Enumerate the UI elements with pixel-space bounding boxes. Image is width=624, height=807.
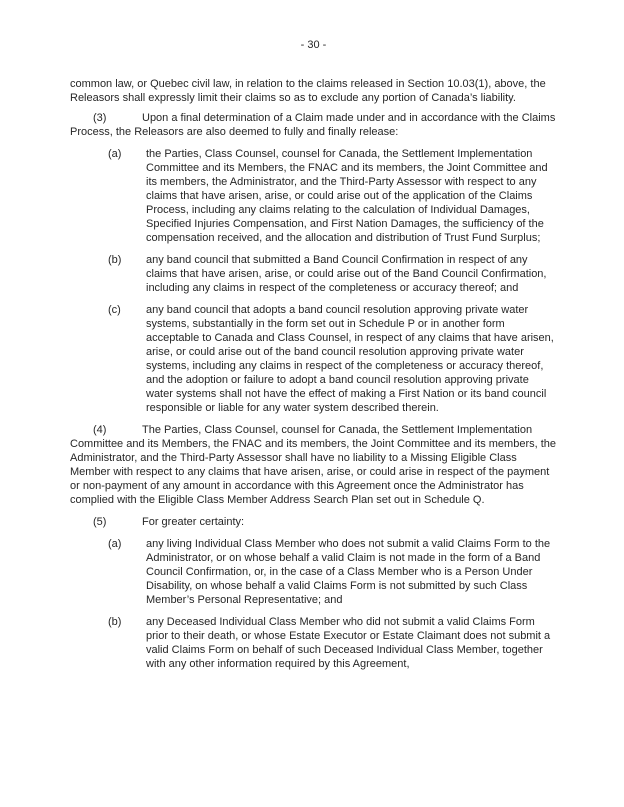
list-item-3a-text: the Parties, Class Counsel, counsel for Canada, the Settlement Implementation Committee and its Members, the FNAC and its members, the Joint Committee and its members, the Administrator, and the Third-Party Assessor with respect to any claims that have arisen, arise, or could arise out of the application of the Claims Process, including any claims relating to the calculation of Individual Damages, Specified Injuries Compensation, and First Nation Damages, the sufficiency of the compensation received, and the allocation and distribution of Trust Fund Surplus;	[146, 148, 548, 244]
list-item-5a	[70, 537, 557, 607]
list-item-3c-label: (c)	[108, 304, 121, 316]
paragraph-3	[70, 111, 557, 139]
page-number: - 30 -	[300, 39, 327, 51]
paragraph-4	[70, 423, 557, 507]
list-item-5b-text: any Deceased Individual Class Member who did not submit a valid Claims Form prior to their death, or whose Estate Executor or Estate Claimant does not submit a valid Claims Form on behalf of such Deceased Individual Class Member, together with any other information required by this Agreement,	[146, 616, 551, 670]
list-item-3c	[70, 303, 557, 415]
list-item-5b	[70, 615, 557, 671]
paragraph-5	[70, 515, 557, 529]
paragraph-3-number: (3)	[93, 112, 107, 124]
list-item-5a-text: any living Individual Class Member who does not submit a valid Claims Form to the Administrator, or on whose behalf a valid Claim is not made in the form of a Band Council Confirmation, or, in the case of a Class Member who is a Person Under Disability, on whose behalf a valid Claims Form is not submitted by such Class Member’s Personal Representative; and	[146, 538, 551, 606]
paragraph-5-number: (5)	[93, 516, 107, 528]
list-item-3b-label: (b)	[108, 254, 122, 266]
paragraph-5-text: For greater certainty:	[142, 516, 245, 528]
paragraph-4-text: The Parties, Class Counsel, counsel for Canada, the Settlement Implementation Committee and its Members, the FNAC and its members, the Joint Committee and its members, the Administrator, and the Third-Party Assessor shall have no liability to a Missing Eligible Class Member with respect to any claims that have arisen, arise, or could arise in respect of the payment or non-payment of any amount in accordance with this Agreement once the Administrator has complied with the Eligible Class Member Address Search Plan set out in Schedule Q.	[70, 424, 557, 506]
list-item-3c-text: any band council that adopts a band council resolution approving private water systems, substantially in the form set out in Schedule P or in another form acceptable to Canada and Class Counsel, in respect of any claims that have arisen, arise, or could arise out of the band council resolution approving private water systems, including any claims in respect of the completeness or accuracy thereof, and the adoption or failure to adopt a band council resolution approving private water systems shall not have the effect of making a First Nation or its band council responsible or liable for any water system described therein.	[146, 304, 554, 414]
list-item-3b-text: any band council that submitted a Band Council Confirmation in respect of any claims that have arisen, arise, or could arise out of the Band Council Confirmation, including any claims in respect of the completeness or accuracy thereof; and	[146, 254, 547, 294]
list-item-5a-label: (a)	[108, 538, 122, 550]
list-item-3a	[70, 147, 557, 245]
paragraph-4-number: (4)	[93, 424, 107, 436]
list-item-5b-label: (b)	[108, 616, 122, 628]
list-item-3b	[70, 253, 557, 295]
paragraph-3-text: Upon a final determination of a Claim made under and in accordance with the Claims Process, the Releasors are also deemed to fully and finally release:	[70, 112, 556, 138]
intro-paragraph: common law, or Quebec civil law, in relation to the claims released in Section 10.03(1), above, the Releasors shall expressly limit their claims so as to exclude any portion of Canada’s liability.	[70, 78, 546, 104]
list-item-3a-label: (a)	[108, 148, 122, 160]
